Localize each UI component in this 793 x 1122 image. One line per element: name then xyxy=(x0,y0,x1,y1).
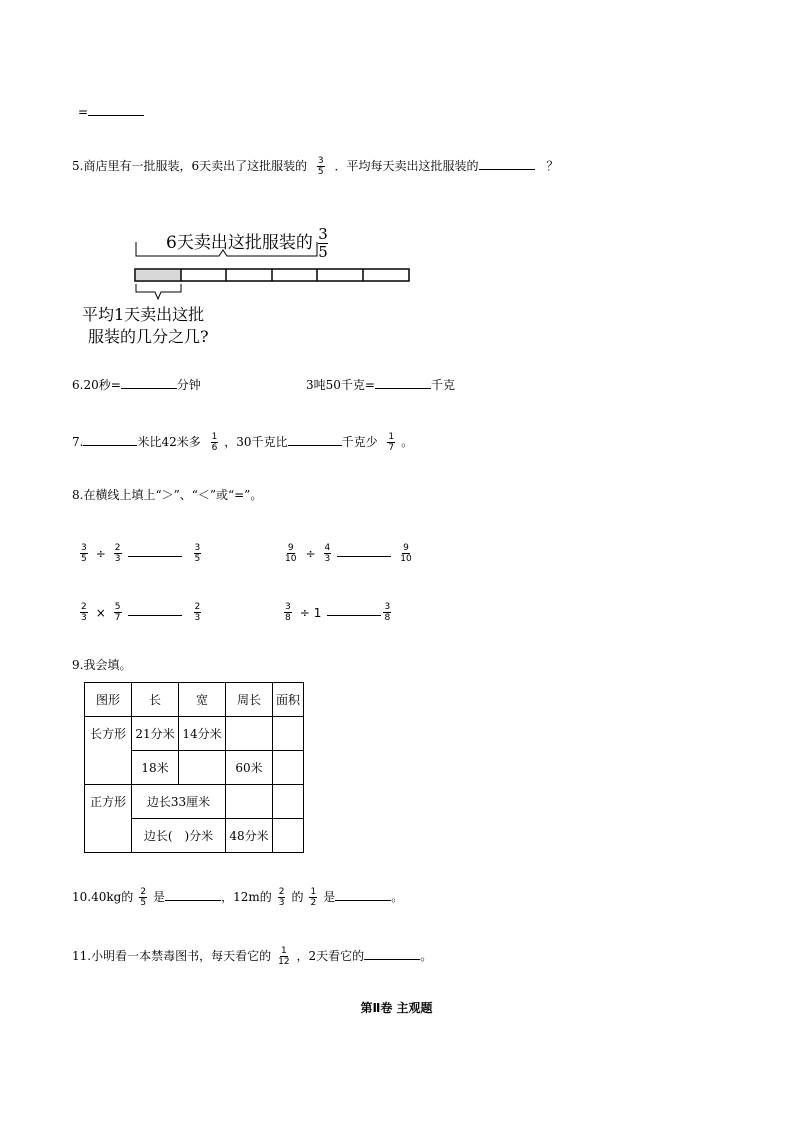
table-cell: 18米 xyxy=(132,751,179,785)
q5-end: ？ xyxy=(546,159,559,173)
question-10: 10.40kg的 $\frac{2}{5}$ 是 ，12m的 $\frac{2}{3}$ 的 $\frac{1}{2}$ 是 。 xyxy=(72,887,404,908)
diagram-top-label: 6天卖出这批服装的 $\frac{3}{5}$ xyxy=(166,225,328,261)
equals-sign: = xyxy=(78,105,89,119)
header-cell: 周长 xyxy=(226,683,273,717)
fill-table xyxy=(84,682,304,853)
question-9-stem: 9.我会填。 xyxy=(72,658,132,672)
section-title: 第Ⅱ卷 主观题 xyxy=(360,1001,433,1015)
table-cell: 边长33厘米 xyxy=(132,785,226,819)
table-cell[interactable] xyxy=(273,717,304,751)
q4-answer-line xyxy=(78,103,144,120)
answer-blank[interactable] xyxy=(83,433,137,446)
table-header-row xyxy=(85,683,304,717)
answer-blank[interactable] xyxy=(335,888,391,901)
q5-diagram xyxy=(80,212,420,352)
fraction: $\frac{3}{5}$ xyxy=(317,156,324,177)
fraction: $\frac{1}{7}$ xyxy=(388,432,395,453)
table-cell[interactable] xyxy=(273,785,304,819)
compare-item-1: $\frac{3}{5}$ ÷ $\frac{2}{3}$ $\frac{3}{5}$ xyxy=(81,543,201,564)
diagram-bottom-label: 平均1天卖出这批 服装的几分之几? xyxy=(82,305,209,346)
question-11: 11.小明看一本禁毒图书，每天看它的 $\frac{1}{12}$ ，2天看它的 。 xyxy=(72,946,433,967)
table-cell: 边长( )分米 xyxy=(132,819,226,853)
answer-blank[interactable] xyxy=(337,544,391,557)
fraction: $\frac{1}{6}$ xyxy=(211,432,218,453)
bar-diagram xyxy=(80,212,420,302)
table-cell: 48分米 xyxy=(226,819,273,853)
table-row xyxy=(85,785,304,819)
header-cell: 图形 xyxy=(85,683,132,717)
answer-blank[interactable] xyxy=(288,433,342,446)
table-row xyxy=(85,717,304,751)
question-6a: 6.20秒= 分钟 xyxy=(72,378,201,392)
header-cell: 面积 xyxy=(273,683,304,717)
answer-blank[interactable] xyxy=(327,603,381,616)
answer-blank[interactable] xyxy=(479,157,535,170)
question-8-stem: 8.在横线上填上“＞”、“＜”或“=”。 xyxy=(72,488,263,502)
compare-item-3: $\frac{2}{3}$ × $\frac{5}{7}$ $\frac{2}{3}$ xyxy=(81,602,201,623)
answer-blank[interactable] xyxy=(128,544,182,557)
question-6b: 3吨50千克= 千克 xyxy=(306,378,455,392)
table-cell: 21分米 xyxy=(132,717,179,751)
table-cell[interactable] xyxy=(273,751,304,785)
table-cell[interactable] xyxy=(226,717,273,751)
question-5 xyxy=(72,156,558,177)
table-cell[interactable] xyxy=(226,785,273,819)
q5-text: 5.商店里有一批服装，6天卖出了这批服装的 xyxy=(72,159,308,173)
row-label: 长方形 xyxy=(85,717,132,785)
table-cell: 14分米 xyxy=(179,717,226,751)
row-label: 正方形 xyxy=(85,785,132,853)
table-cell: 60米 xyxy=(226,751,273,785)
answer-blank[interactable] xyxy=(364,947,420,960)
table-cell[interactable] xyxy=(273,819,304,853)
header-cell: 长 xyxy=(132,683,179,717)
answer-blank[interactable] xyxy=(121,376,177,389)
answer-blank[interactable] xyxy=(128,603,182,616)
table-cell[interactable] xyxy=(179,751,226,785)
answer-blank[interactable] xyxy=(88,103,144,116)
answer-blank[interactable] xyxy=(165,888,221,901)
q5-text-2: ．平均每天卖出这批服装的 xyxy=(334,159,479,173)
header-cell: 宽 xyxy=(179,683,226,717)
compare-item-2: $\frac{9}{10}$ ÷ $\frac{4}{3}$ $\frac{9}{10}$ xyxy=(285,543,412,564)
question-7: 7. 米比42米多 $\frac{1}{6}$ ，30千克比 千克少 $\frac{1}{7}$ 。 xyxy=(72,432,414,453)
answer-blank[interactable] xyxy=(375,376,431,389)
compare-item-4: $\frac{3}{8}$ ÷ 1 $\frac{3}{8}$ xyxy=(285,602,391,623)
